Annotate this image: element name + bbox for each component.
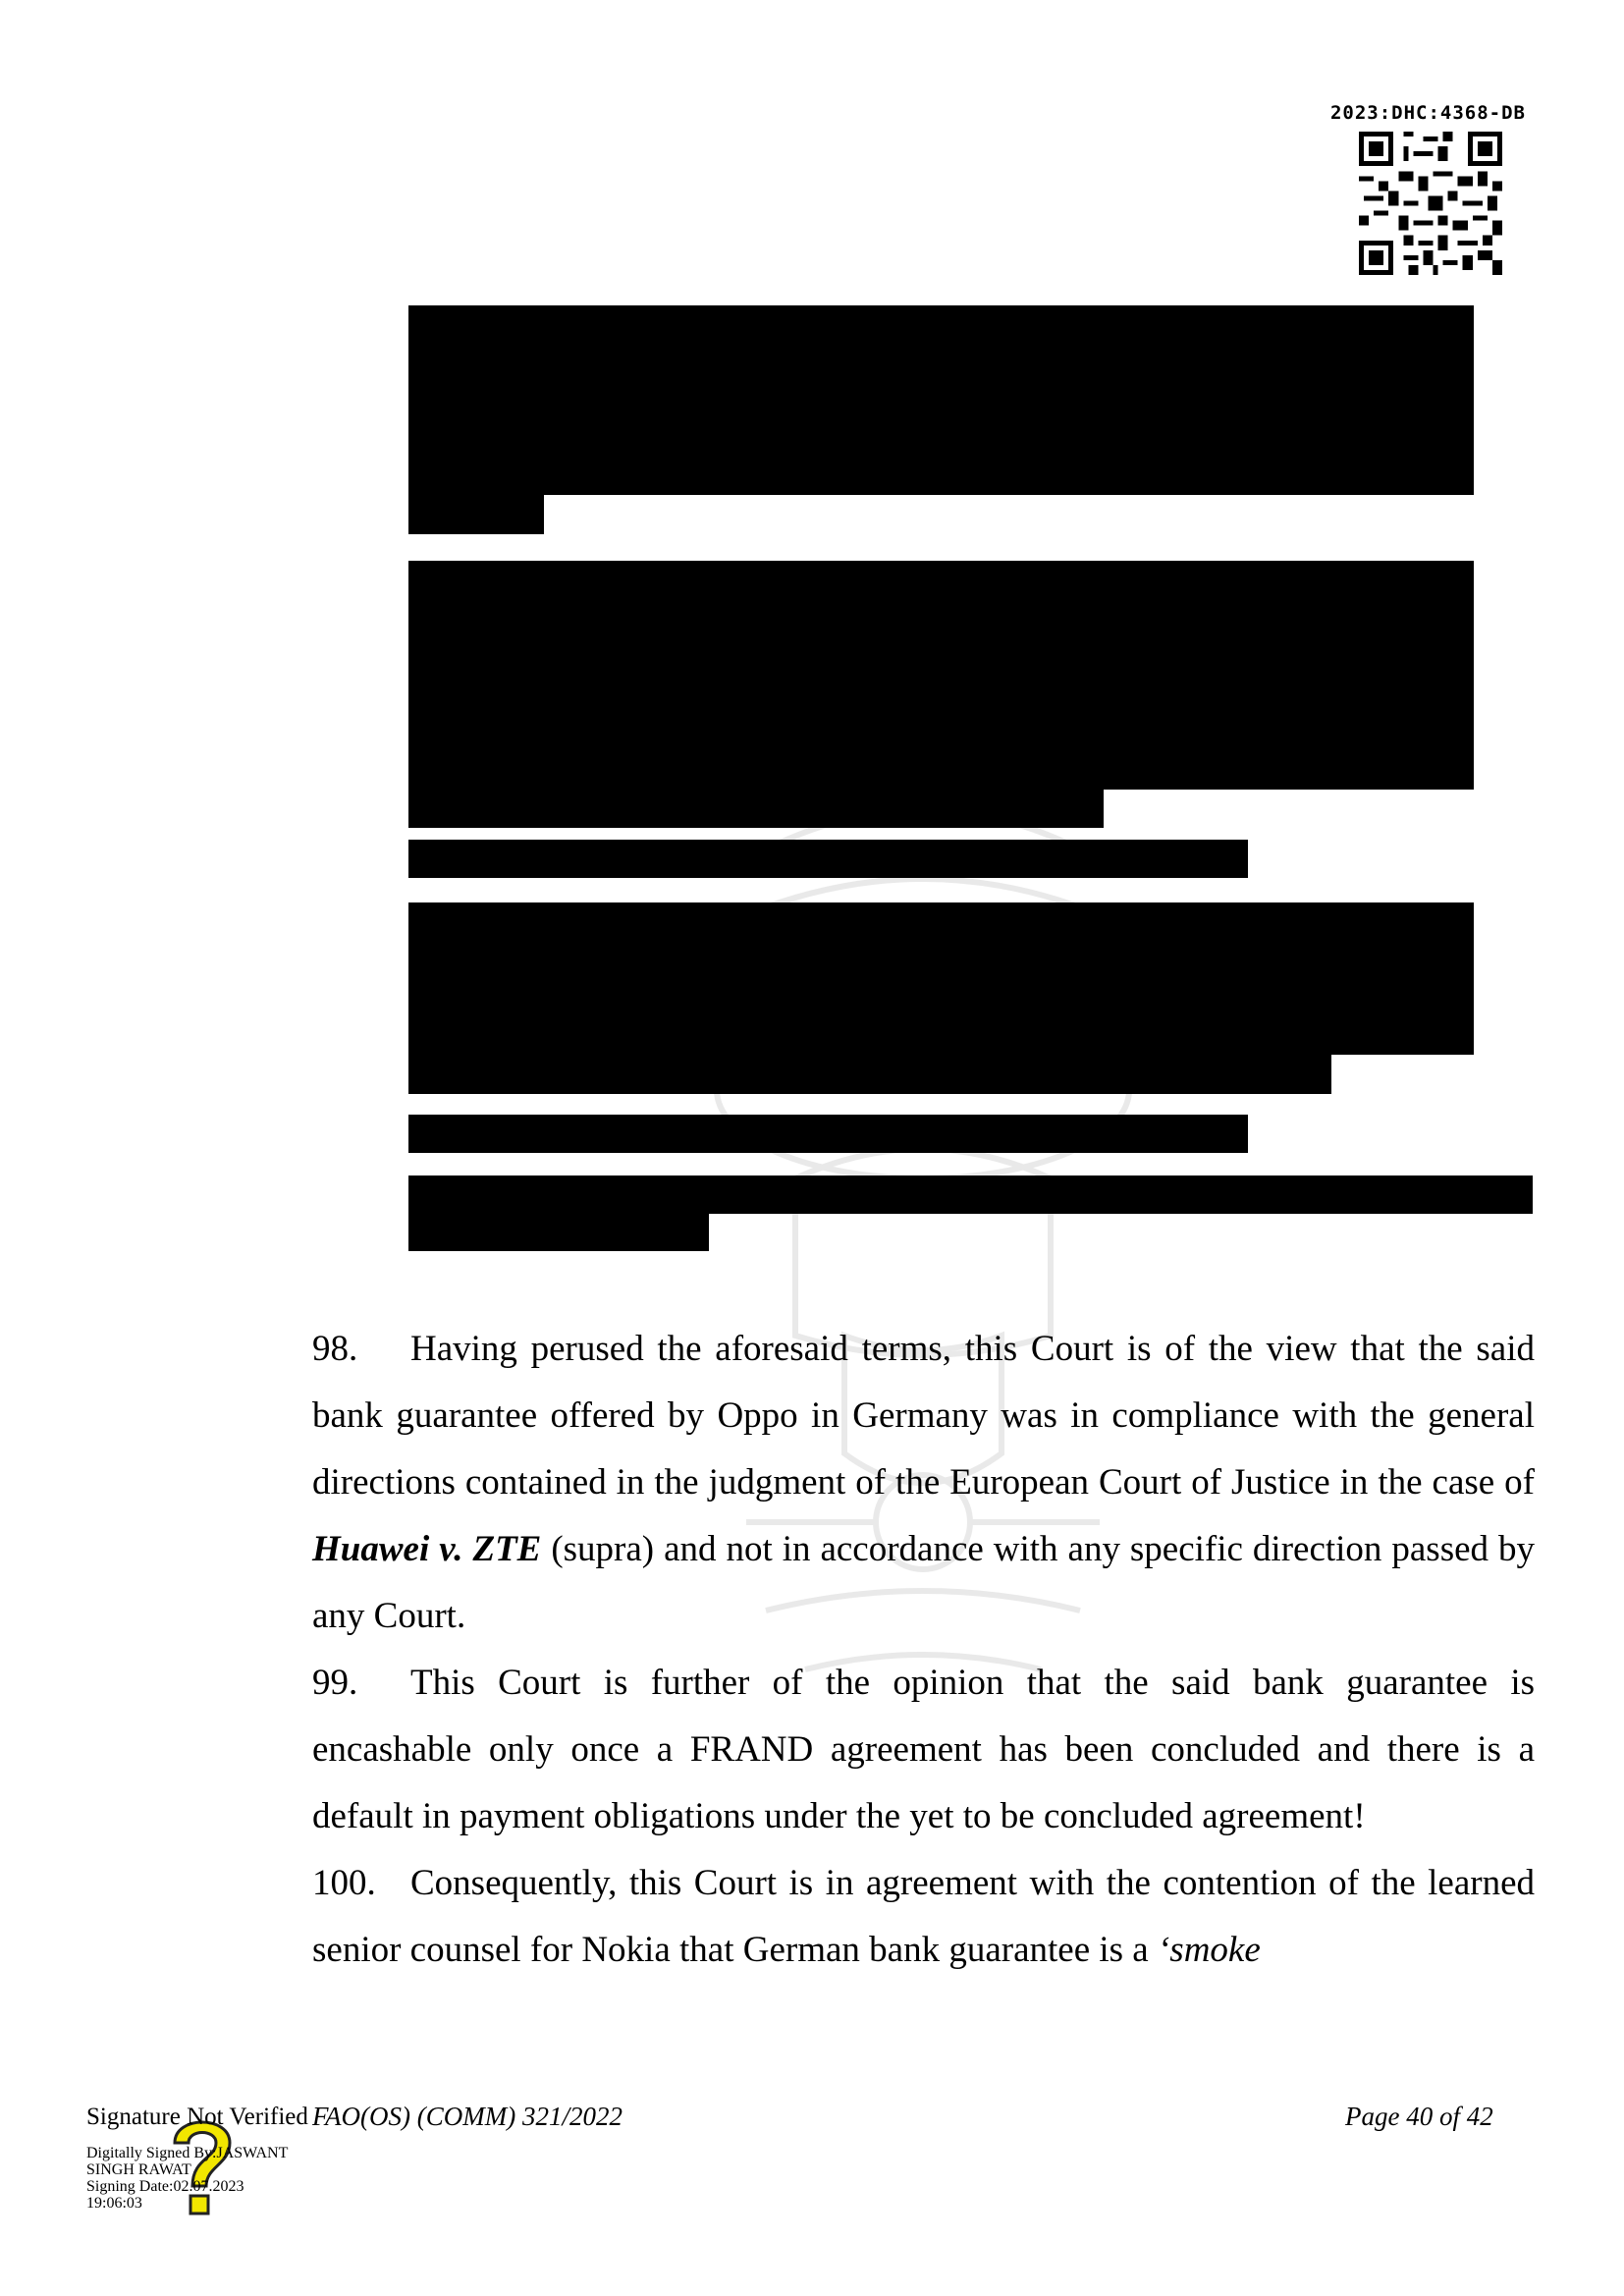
paragraph-98 bbox=[312, 1316, 1535, 1650]
case-name: Huawei v. ZTE bbox=[312, 1529, 542, 1569]
paragraph-number: 98. bbox=[312, 1329, 358, 1369]
judgment-body bbox=[312, 1316, 1535, 1984]
footer-page-number: Page 40 of 42 bbox=[1345, 2102, 1493, 2131]
paragraph-100 bbox=[312, 1850, 1535, 1984]
qr-code-icon bbox=[1359, 132, 1502, 275]
redaction-block bbox=[408, 1214, 709, 1251]
redaction-block bbox=[408, 305, 1474, 495]
digital-signature-block bbox=[86, 2100, 381, 2237]
quoted-phrase: ‘smoke bbox=[1157, 1930, 1261, 1970]
signer-name: SINGH RAWAT bbox=[86, 2161, 191, 2178]
redaction-block bbox=[408, 561, 1474, 790]
redaction-block bbox=[408, 1175, 1533, 1214]
paragraph-text: (supra) and not in accordance with any specific direction passed by any Court. bbox=[312, 1529, 1535, 1636]
redaction-block bbox=[408, 1055, 1331, 1094]
redaction-block bbox=[408, 1115, 1248, 1153]
paragraph-99 bbox=[312, 1650, 1535, 1850]
neutral-citation: 2023:DHC:4368-DB bbox=[1329, 102, 1526, 124]
signing-time: 19:06:03 bbox=[86, 2195, 142, 2212]
signing-date: Signing Date:02.07.2023 bbox=[86, 2178, 244, 2195]
redaction-block bbox=[408, 495, 544, 534]
footer-case-number: FAO(OS) (COMM) 321/2022 bbox=[312, 2102, 623, 2131]
signature-status: Signature Not Verified bbox=[86, 2104, 308, 2130]
redaction-block bbox=[408, 790, 1104, 828]
paragraph-number: 100. bbox=[312, 1863, 376, 1903]
paragraph-number: 99. bbox=[312, 1663, 358, 1703]
signed-by: Digitally Signed By:JASWANT bbox=[86, 2145, 289, 2161]
redaction-block bbox=[408, 902, 1474, 1055]
paragraph-text: Having perused the aforesaid terms, this Court is of the view that the said bank guarantee offered by Oppo in Germany was in compliance with the general directions contained in the judgment of the European Court of Justice in the case of bbox=[312, 1329, 1535, 1503]
paragraph-text: Consequently, this Court is in agreement with the contention of the learned senior counsel for Nokia that German bank guarantee is a bbox=[312, 1863, 1535, 1970]
redaction-block bbox=[408, 840, 1248, 878]
signature-details bbox=[86, 2145, 322, 2212]
paragraph-text: This Court is further of the opinion that the said bank guarantee is encashable only once a FRAND agreement has been concluded and there is a default in payment obligations under the yet to be concluded agreement! bbox=[312, 1663, 1535, 1836]
